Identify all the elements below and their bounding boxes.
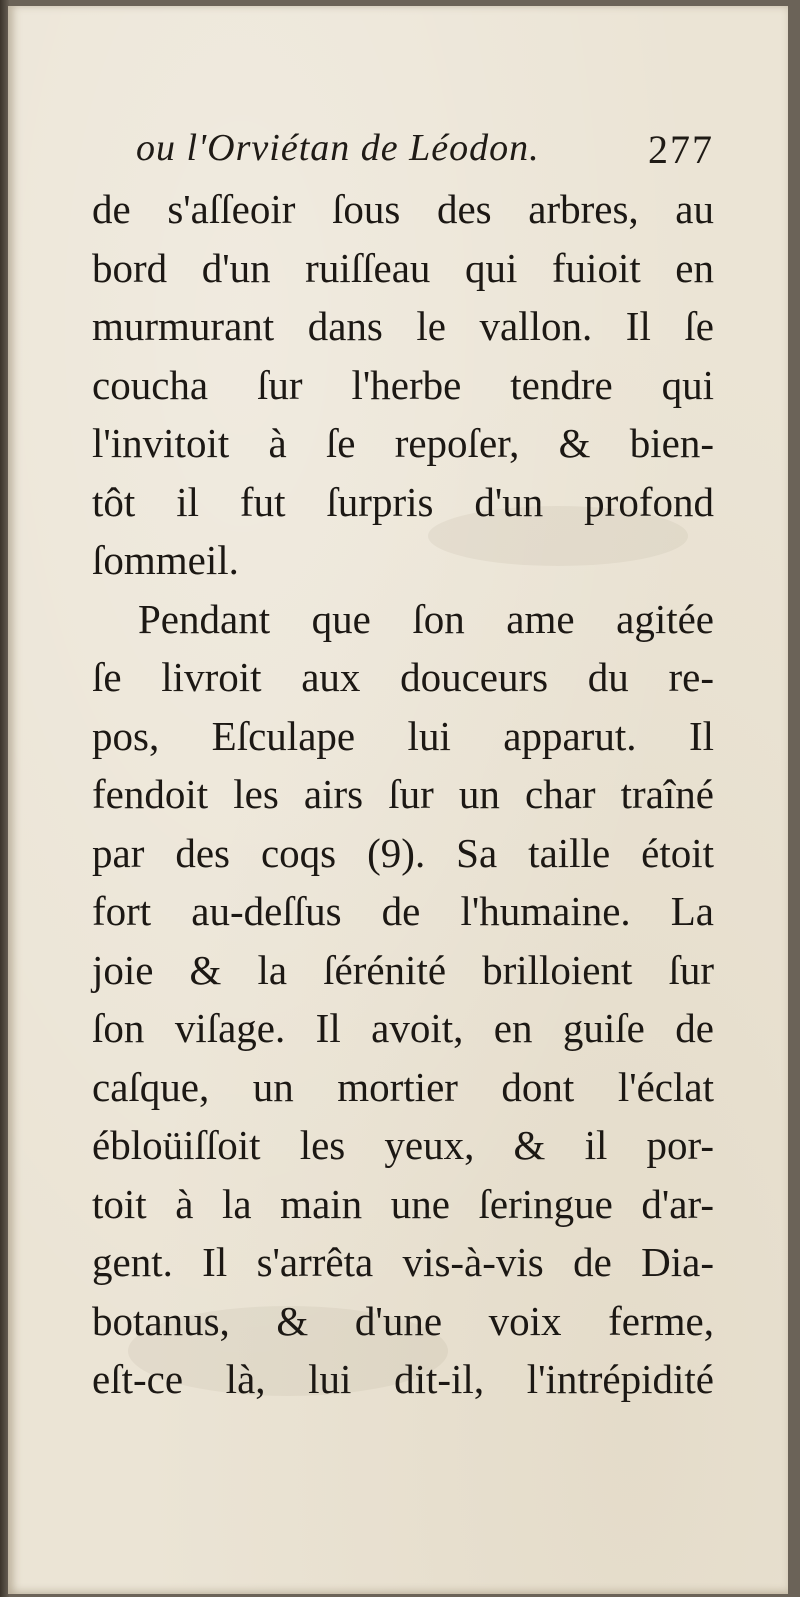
running-head: ou l'Orviétan de Léodon. xyxy=(136,127,540,169)
paragraph xyxy=(92,180,714,590)
page-number: 277 xyxy=(648,127,714,172)
text-line: botanus, & d'une voix ferme, xyxy=(92,1297,714,1344)
text-line: par des coqs (9). Sa taille étoit xyxy=(92,829,714,876)
body-text xyxy=(92,180,714,1409)
text-line: fendoit les airs ſur un char traîné xyxy=(92,771,714,817)
page-header xyxy=(136,126,714,182)
text-line: toit à la main une ſeringue d'ar- xyxy=(92,1180,714,1227)
text-line: coucha ſur l'herbe tendre qui xyxy=(92,361,714,408)
text-line: ſon viſage. Il avoit, en guiſe de xyxy=(92,1005,714,1051)
text-line: caſque, un mortier dont l'éclat xyxy=(92,1063,714,1110)
text-line: bord d'un ruiſſeau qui fuioit en xyxy=(92,244,714,291)
text-line: gent. Il s'arrêta vis-à-vis de Dia- xyxy=(92,1239,714,1285)
text-line: l'invitoit à ſe repoſer, & bien- xyxy=(92,420,714,466)
paragraph xyxy=(92,590,714,1409)
text-line: ébloüiſſoit les yeux, & il por- xyxy=(92,1122,714,1168)
text-line: joie & la ſérénité brilloient ſur xyxy=(92,946,714,993)
text-line: murmurant dans le vallon. Il ſe xyxy=(92,303,714,349)
text-line: tôt il fut ſurpris d'un profond xyxy=(92,478,714,525)
text-line: de s'aſſeoir ſous des arbres, au xyxy=(92,186,714,232)
text-line: Pendant que ſon ame agitée xyxy=(138,595,714,642)
text-line: eſt-ce là, lui dit-il, l'intrépidité xyxy=(92,1356,714,1402)
text-line: ſommeil. xyxy=(92,537,239,583)
text-line: fort au-deſſus de l'humaine. La xyxy=(92,888,714,934)
text-line: ſe livroit aux douceurs du re- xyxy=(92,654,714,700)
text-line: pos, Eſculape lui apparut. Il xyxy=(92,712,714,759)
